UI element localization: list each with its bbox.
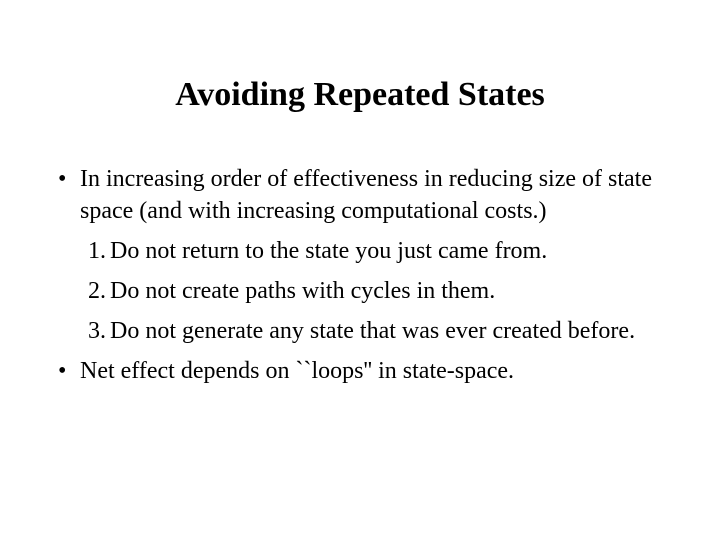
bullet-item — [58, 355, 708, 387]
numbered-item — [58, 315, 708, 347]
item-number: 3. — [88, 318, 106, 344]
numbered-item — [58, 275, 708, 307]
bullet-icon: • — [58, 358, 67, 384]
item-text: Do not create paths with cycles in them. — [110, 278, 496, 304]
slide-body — [58, 163, 708, 395]
bullet-text: In increasing order of effectiveness in reducing size of state space (and with increasing computational costs.) — [80, 166, 652, 224]
slide-title: Avoiding Repeated States — [175, 76, 545, 113]
numbered-list — [58, 235, 708, 347]
bullet-text: Net effect depends on ``loops'' in state-space. — [80, 358, 515, 384]
numbered-item — [58, 235, 708, 267]
item-text: Do not return to the state you just came from. — [110, 238, 548, 264]
bullet-item — [58, 163, 708, 227]
bullet-icon: • — [58, 166, 67, 192]
item-number: 2. — [88, 278, 106, 304]
item-text: Do not generate any state that was ever created before. — [110, 318, 636, 344]
item-number: 1. — [88, 238, 106, 264]
